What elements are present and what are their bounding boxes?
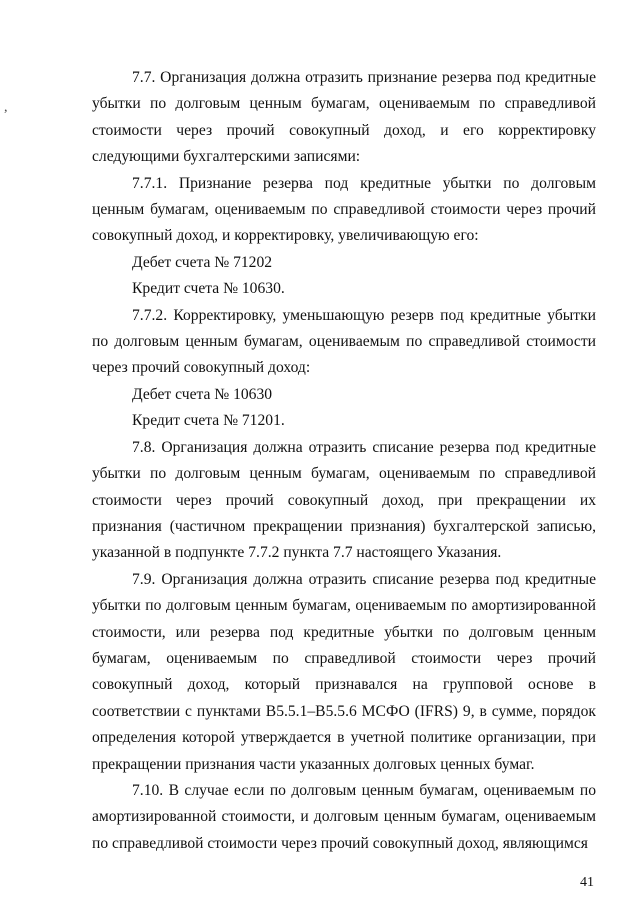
page-number: 41 [580,875,594,890]
paragraph-7-7: 7.7. Организация должна отразить признание резерва под кредитные убытки по долговым ценным бумагам, оцениваемым по справедливой стоимости через прочий совокупный доход, и его корректировку следующими бухгалтерскими записями: [92,69,596,166]
paragraph-7-9: 7.9. Организация должна отразить списание резерва под кредитные убытки по долговым ценным бумагам, оцениваемым по амортизированной стоимости, или резерва под кредитные убытки по долговым ценным бумагам, оцениваемым по справедливой стоимости через прочий совокупный доход, который признавался на групповой основе в соответствии с пунктами B5.5.1–B5.5.6 МСФО (IFRS) 9, в сумме, порядок определения которой утверждается в учетной политике организации, при прекращении признания части указанных долговых ценных бумаг. [92,570,596,773]
paragraph-7-7-1: 7.7.1. Признание резерва под кредитные убытки по долговым ценным бумагам, оцениваемым по справедливой стоимости через прочий совокупный доход, и корректировку, увеличивающую его: [92,174,596,245]
document-body [92,65,596,857]
entry-credit-71201: Кредит счета № 71201. [132,412,285,430]
entry-debit-71202: Дебет счета № 71202 [132,253,273,271]
paragraph-7-8: 7.8. Организация должна отразить списание резерва под кредитные убытки по долговым ценным бумагам, оцениваемым по справедливой стоимости через прочий совокупный доход, при прекращении их признания (частичном прекращении признания) бухгалтерской записью, указанной в подпункте 7.7.2 пункта 7.7 настоящего Указания. [92,438,596,562]
paragraph-7-7-2: 7.7.2. Корректировку, уменьшающую резерв под кредитные убытки по долговым ценным бумагам, оцениваемым по справедливой стоимости через прочий совокупный доход: [92,306,596,377]
paragraph-7-10: 7.10. В случае если по долговым ценным бумагам, оцениваемым по амортизированной стоимости, и долговым ценным бумагам, оцениваемым по справедливой стоимости через прочий совокупный доход, являющимся [92,781,596,852]
entry-credit-10630: Кредит счета № 10630. [132,280,285,298]
entry-debit-10630: Дебет счета № 10630 [132,385,273,403]
margin-mark: , [4,100,8,115]
